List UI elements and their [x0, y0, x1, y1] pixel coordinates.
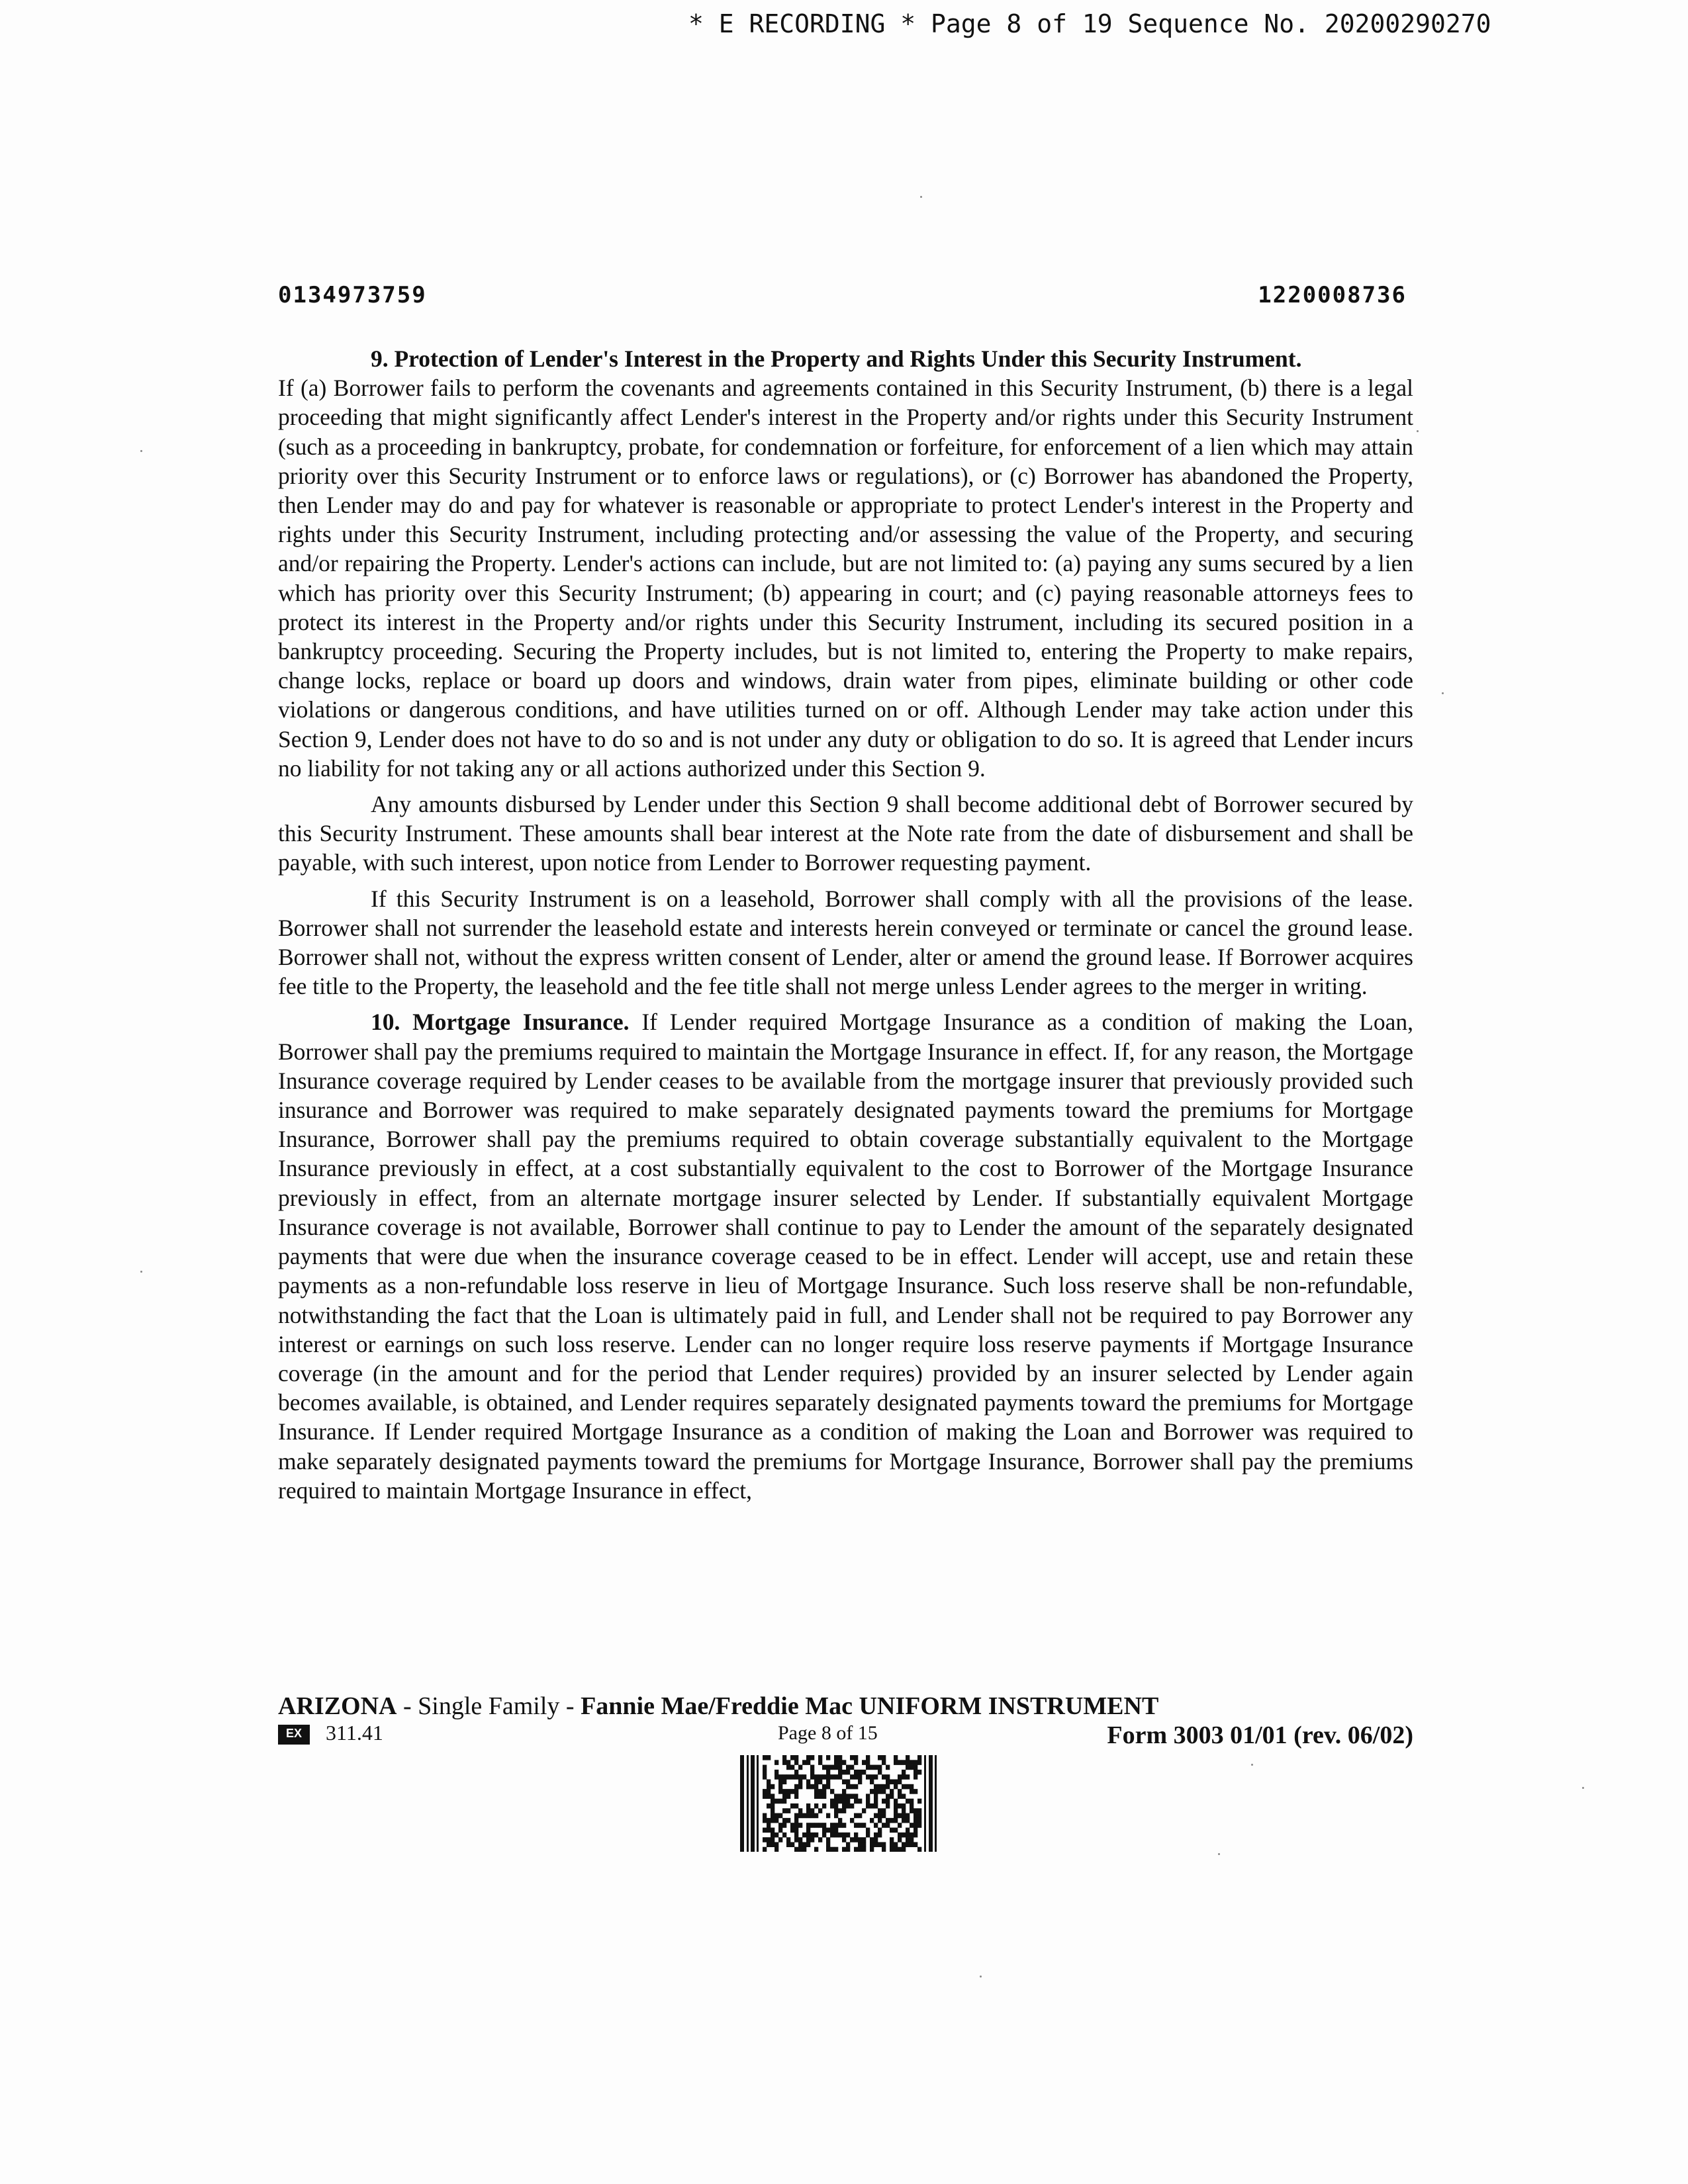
footer-form-number: Form 3003 01/01 (rev. 06/02)	[1107, 1721, 1413, 1749]
loan-number-left: 0134973759	[278, 282, 427, 308]
section-10-title: 10. Mortgage Insurance.	[371, 1009, 630, 1036]
section-10-paragraph	[278, 1007, 1413, 1504]
section-9-paragraph-3: If this Security Instrument is on a leasehold, Borrower shall comply with all the provisions of the lease. Borrower shall not surrender the leasehold estate and interests herein conveyed or terminate or cancel the ground lease. Borrower shall not, without the express written consent of Lender, alter or amend the ground lease. If Borrower acquires fee title to the Property, the leasehold and the fee title shall not merge unless Lender agrees to the merger in writing.	[278, 885, 1413, 1000]
footer-separator: - Single Family -	[397, 1692, 581, 1720]
ellie-mae-logo-icon: EX	[278, 1725, 310, 1745]
scan-speck	[980, 1976, 982, 1978]
scan-speck	[140, 450, 142, 452]
scan-speck	[1251, 1764, 1253, 1766]
document-body	[278, 344, 1413, 1512]
footer-page-number: Page 8 of 15	[778, 1722, 878, 1744]
section-10-text: If Lender required Mortgage Insurance as a condition of making the Loan, Borrower shall pay the premiums required to maintain the Mortgage Insurance in effect. If, for any reason, the Mortgage Insurance coverage required by Lender ceases to be available from the mortgage insurer that previously provided such insurance and Borrower was required to make separately designated payments toward the premiums for Mortgage Insurance, Borrower shall pay the premiums required to obtain coverage substantially equivalent to the Mortgage Insurance previously in effect, at a cost substantially equivalent to the cost to Borrower of the Mortgage Insurance previously in effect, from an alternate mortgage insurer selected by Lender. If substantially equivalent Mortgage Insurance coverage is not available, Borrower shall continue to pay to Lender the amount of the separately designated payments that were due when the insurance coverage ceased to be in effect. Lender will accept, use and retain these payments as a non-refundable loss reserve in lieu of Mortgage Insurance. Such loss reserve shall be non-refundable, notwithstanding the fact that the Loan is ultimately paid in full, and Lender shall not be required to pay Borrower any interest or earnings on such loss reserve. Lender can no longer require loss reserve payments if Mortgage Insurance coverage (in the amount and for the period that Lender requires) provided by an insurer selected by Lender again becomes available, is obtained, and Lender requires separately designated payments toward the premiums for Mortgage Insurance. If Lender required Mortgage Insurance as a condition of making the Loan and Borrower was required to make separately designated payments toward the premiums for Mortgage Insurance, Borrower shall pay the premiums required to maintain Mortgage Insurance in effect,	[278, 1009, 1413, 1504]
footer-state: ARIZONA	[278, 1692, 397, 1720]
section-9-paragraph-1: If (a) Borrower fails to perform the covenants and agreements contained in this Security Instrument, (b) there is a legal proceeding that might significantly affect Lender's interest in the Property and/or rights under this Security Instrument (such as a proceeding in bankruptcy, probate, for condemnation or forfeiture, for enforcement of a lien which may attain priority over this Security Instrument or to enforce laws or regulations), or (c) Borrower has abandoned the Property, then Lender may do and pay for whatever is reasonable or appropriate to protect Lender's interest in the Property and rights under this Security Instrument, including protecting and/or assessing the value of the Property, and securing and/or repairing the Property. Lender's actions can include, but are not limited to: (a) paying any sums secured by a lien which has priority over this Security Instrument; (b) appearing in court; and (c) paying reasonable attorneys fees to protect its interest in the Property and/or rights under this Security Instrument, including its secured position in a bankruptcy proceeding. Securing the Property includes, but is not limited to, entering the Property to make repairs, change locks, replace or board up doors and windows, drain water from pipes, eliminate building or other code violations or dangerous conditions, and have utilities turned on or off. Although Lender may take action under this Section 9, Lender does not have to do so and is not under any duty or obligation to do so. It is agreed that Lender incurs no liability for not taking any or all actions authorized under this Section 9.	[278, 375, 1413, 782]
scan-speck	[140, 1271, 142, 1273]
section-9-title: 9. Protection of Lender's Interest in the Property and Rights Under this Security Instrument.	[371, 345, 1302, 372]
recording-header: * E RECORDING * Page 8 of 19 Sequence No. 20200290270	[688, 9, 1491, 38]
loan-number-right: 1220008736	[1258, 282, 1407, 308]
scan-speck	[1218, 1853, 1220, 1855]
scan-speck	[1582, 1787, 1584, 1789]
footer-instrument: Fannie Mae/Freddie Mac UNIFORM INSTRUMENT	[581, 1692, 1159, 1720]
footer-form-line	[278, 1721, 1413, 1750]
scan-speck	[920, 196, 922, 198]
section-9-paragraph-2: Any amounts disbursed by Lender under this Section 9 shall become additional debt of Borrower secured by this Security Instrument. These amounts shall bear interest at the Note rate from the date of disbursement and shall be payable, with such interest, upon notice from Lender to Borrower requesting payment.	[278, 791, 1413, 876]
scan-speck	[1442, 692, 1444, 694]
footer-form-code: 311.41	[326, 1721, 383, 1745]
scan-speck	[1417, 430, 1419, 432]
barcode-icon	[740, 1755, 939, 1852]
footer-instrument-line	[278, 1692, 1413, 1721]
